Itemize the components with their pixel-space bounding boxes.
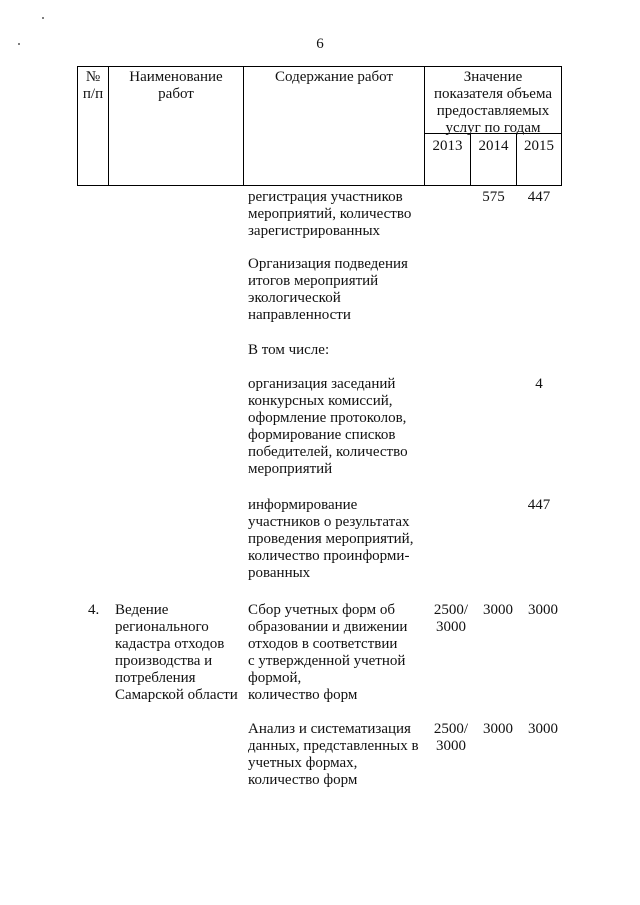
row-content: Организация подведения итогов мероприятий экологической направленности [248,256,408,323]
row-content: Сбор учетных форм об образовании и движении отходов в соответствии с утвержденной учетной формой, количество форм [248,602,408,703]
row-content: регистрация участников мероприятий, количество зарегистрированных [248,189,412,239]
row-value-2015: 3000 [528,721,558,737]
header-name: Наименование работ [129,69,223,102]
row-value-2014: 3000 [483,721,513,737]
row-number: 4. [88,602,100,618]
row-value-2014: 575 [482,189,505,205]
scan-speck [42,17,44,19]
scan-speck [18,43,20,45]
row-content: В том числе: [248,342,330,358]
row-content: организация заседаний конкурсных комиссий, оформление протоколов, формирование списков победителей, количество мероприятий [248,376,408,477]
row-content: Анализ и систематизация данных, представленных в учетных формах, количество форм [248,721,419,788]
row-value-2013: 2500/ 3000 [433,602,469,635]
row-value-2013: 2500/ 3000 [433,721,469,754]
header-year-2013: 2013 [432,138,463,154]
header-num: № п/п [82,69,104,102]
row-name: Ведение регионального кадастра отходов производства и потребления Самарской области [115,602,238,703]
header-content: Содержание работ [275,69,393,85]
row-value-2015: 4 [535,376,543,392]
row-value-2014: 3000 [483,602,513,618]
row-value-2015: 3000 [528,602,558,618]
row-content: информирование участников о результатах проведения мероприятий, количество проинформи- рованных [248,497,414,581]
row-value-2015: 447 [527,189,551,205]
row-value-2015: 447 [527,497,551,513]
header-value: Значение показателя объема предоставляемых услуг по годам [433,69,552,136]
header-year-2014: 2014 [478,138,509,154]
page-number: 6 [316,36,324,52]
header-year-2015: 2015 [524,138,554,154]
